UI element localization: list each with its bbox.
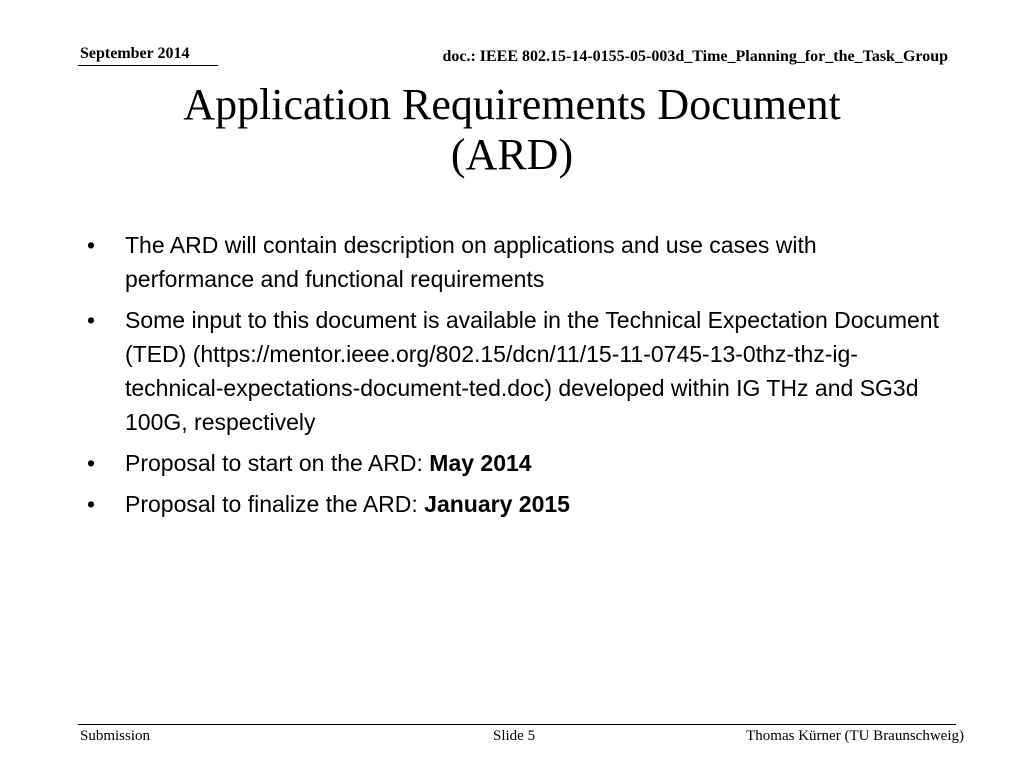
slide-title-line-2: (ARD) xyxy=(450,130,574,179)
bullet-marker: • xyxy=(87,232,96,258)
bullet-text: Proposal to start on the ARD: xyxy=(125,450,430,476)
bullet-text: Some input to this document is available in the Technical Expectation Document (TED) (https://mentor.ieee.org/802.15/dcn/11/15-11-0745-13-0thz-thz-ig-technical-expectations-document-ted.doc) developed within IG THz and SG3d 100G, respectively xyxy=(125,307,939,435)
slide-title xyxy=(80,80,944,180)
footer-author: Thomas Kürner (TU Braunschweig) xyxy=(746,728,964,744)
header-date: September 2014 xyxy=(80,45,190,62)
bullet-item xyxy=(87,487,947,521)
bullet-item xyxy=(87,446,947,480)
bullet-item xyxy=(87,228,947,296)
header-rule xyxy=(78,65,218,66)
header-doc-id: doc.: IEEE 802.15-14-0155-05-003d_Time_Planning_for_the_Task_Group xyxy=(442,48,948,65)
bullet-marker: • xyxy=(87,491,96,517)
slide-title-line-1: Application Requirements Document xyxy=(183,80,841,129)
bullet-list xyxy=(87,228,947,528)
bullet-marker: • xyxy=(87,450,96,476)
bullet-emphasis: January 2015 xyxy=(424,491,570,517)
bullet-text: The ARD will contain description on applications and use cases with performance and functional requirements xyxy=(125,232,817,292)
footer-slide-number: Slide 5 xyxy=(493,728,536,744)
bullet-item xyxy=(87,303,947,439)
footer-submission: Submission xyxy=(80,728,151,744)
bullet-emphasis: May 2014 xyxy=(429,450,532,476)
bullet-text: Proposal to finalize the ARD: xyxy=(125,491,425,517)
footer-rule xyxy=(78,724,956,725)
bullet-marker: • xyxy=(87,307,96,333)
